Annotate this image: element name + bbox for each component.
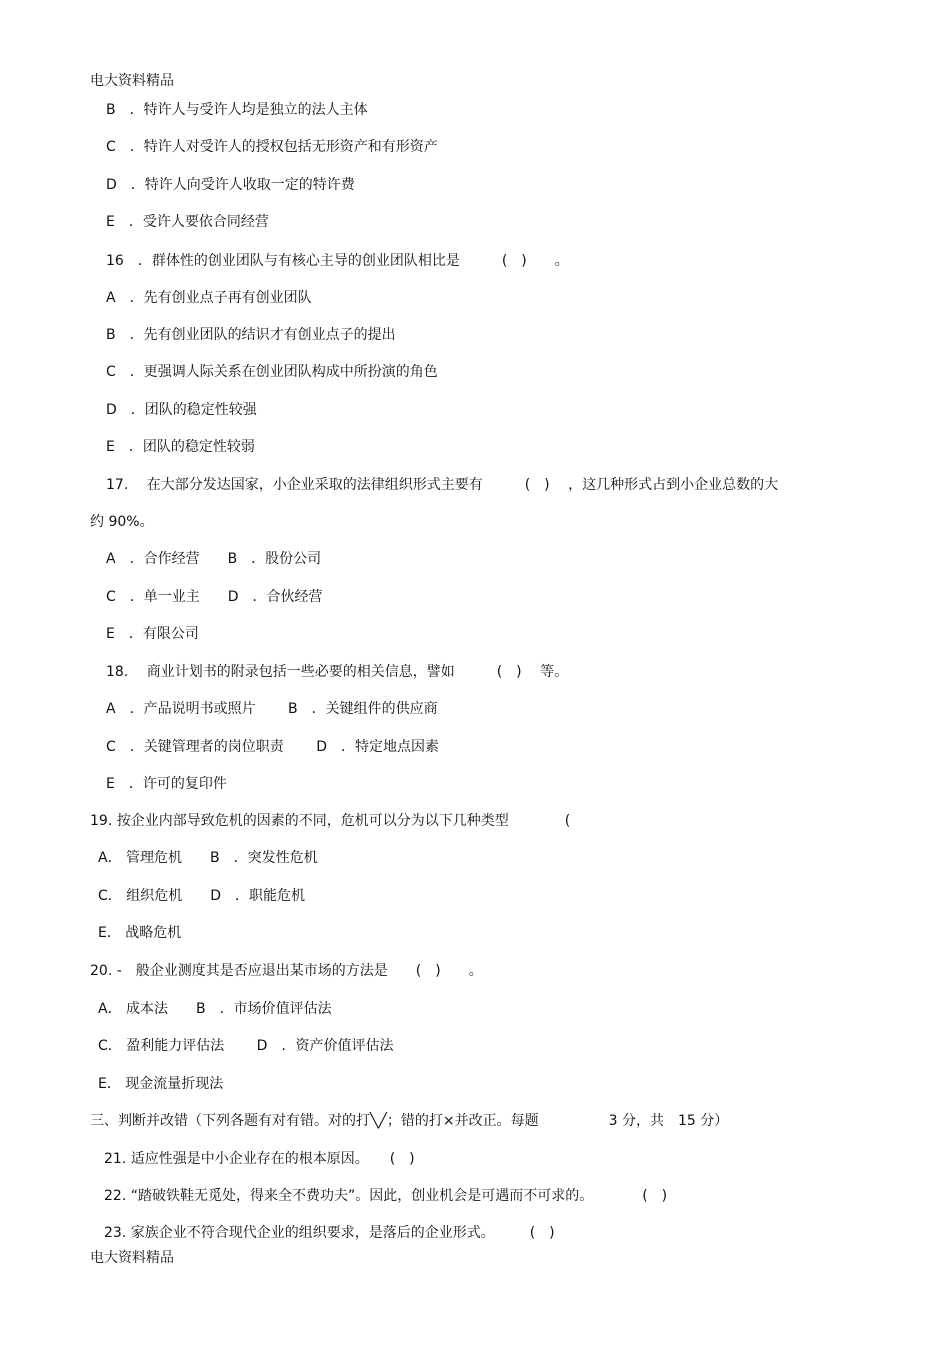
q19-option-e: E． 战略危机 [98, 925, 182, 941]
q17-options-ab: A ．合作经营 B ．股份公司 [106, 551, 322, 567]
q19-options-ab: A． 管理危机 B ．突发性危机 [98, 850, 318, 866]
q19-options-cd: C． 组织危机 D ．职能危机 [98, 888, 306, 904]
q18-options-ab: A ．产品说明书或照片 B ．关键组件的供应商 [106, 701, 438, 717]
question-22: 22. “踏破铁鞋无觅处，得来全不费功夫”。因此，创业机会是可遇而不可求的。 ( ) [104, 1188, 668, 1204]
q17-options-cd: C ．单一业主 D ．合伙经营 [106, 589, 323, 605]
q16-option-a: A ．先有创业点子再有创业团队 [106, 290, 312, 306]
question-19: 19. 按企业内部导致危机的因素的不同，危机可以分为以下几种类型 ( [90, 813, 571, 829]
q18-options-cd: C ．关键管理者的岗位职责 D ．特定地点因素 [106, 739, 440, 755]
q18-option-e: E ．许可的复印件 [106, 776, 227, 792]
option-c-line: C ．特许人对受许人的授权包括无形资产和有形资产 [106, 139, 438, 155]
question-21: 21. 适应性强是中小企业存在的根本原因。 ( ) [104, 1151, 415, 1167]
question-23: 23. 家族企业不符合现代企业的组织要求，是落后的企业形式。 ( ) [104, 1225, 555, 1241]
q20-option-e: E． 现金流量折现法 [98, 1076, 224, 1092]
q20-options-ab: A． 成本法 B ．市场价值评估法 [98, 1001, 332, 1017]
q17-option-e: E ．有限公司 [106, 626, 199, 642]
q16-option-c: C ．更强调人际关系在创业团队构成中所扮演的角色 [106, 364, 438, 380]
q16-option-b: B ．先有创业团队的结识才有创业点子的提出 [106, 327, 396, 343]
option-b-line: B ．特许人与受许人均是独立的法人主体 [106, 102, 368, 118]
page-footer: 电大资料精品 [90, 1250, 174, 1266]
option-d-line: D ．特许人向受许人收取一定的特许费 [106, 177, 355, 193]
q16-option-e: E ．团队的稳定性较弱 [106, 439, 255, 455]
question-18: 18. 商业计划书的附录包括一些必要的相关信息，譬如 ( ) 等。 [106, 664, 569, 680]
question-17: 17. 在大部分发达国家，小企业采取的法律组织形式主要有 ( ) ，这几种形式占到小企业总数的大 [106, 477, 779, 493]
question-16: 16 ．群体性的创业团队与有核心主导的创业团队相比是 ( ) 。 [106, 253, 569, 269]
section-three-heading: 三、判断并改错（下列各题有对有错。对的打╲╱；错的打×并改正。每题 3 分，共 15 分） [90, 1113, 729, 1129]
q20-options-cd: C． 盈利能力评估法 D ．资产价值评估法 [98, 1038, 394, 1054]
question-20: 20. - 般企业测度其是否应退出某市场的方法是 ( ) 。 [90, 963, 483, 979]
question-17-cont: 约 90%。 [90, 514, 154, 530]
q16-option-d: D ．团队的稳定性较强 [106, 402, 257, 418]
page-header: 电大资料精品 [90, 73, 174, 89]
option-e-line: E ．受许人要依合同经营 [106, 214, 269, 230]
